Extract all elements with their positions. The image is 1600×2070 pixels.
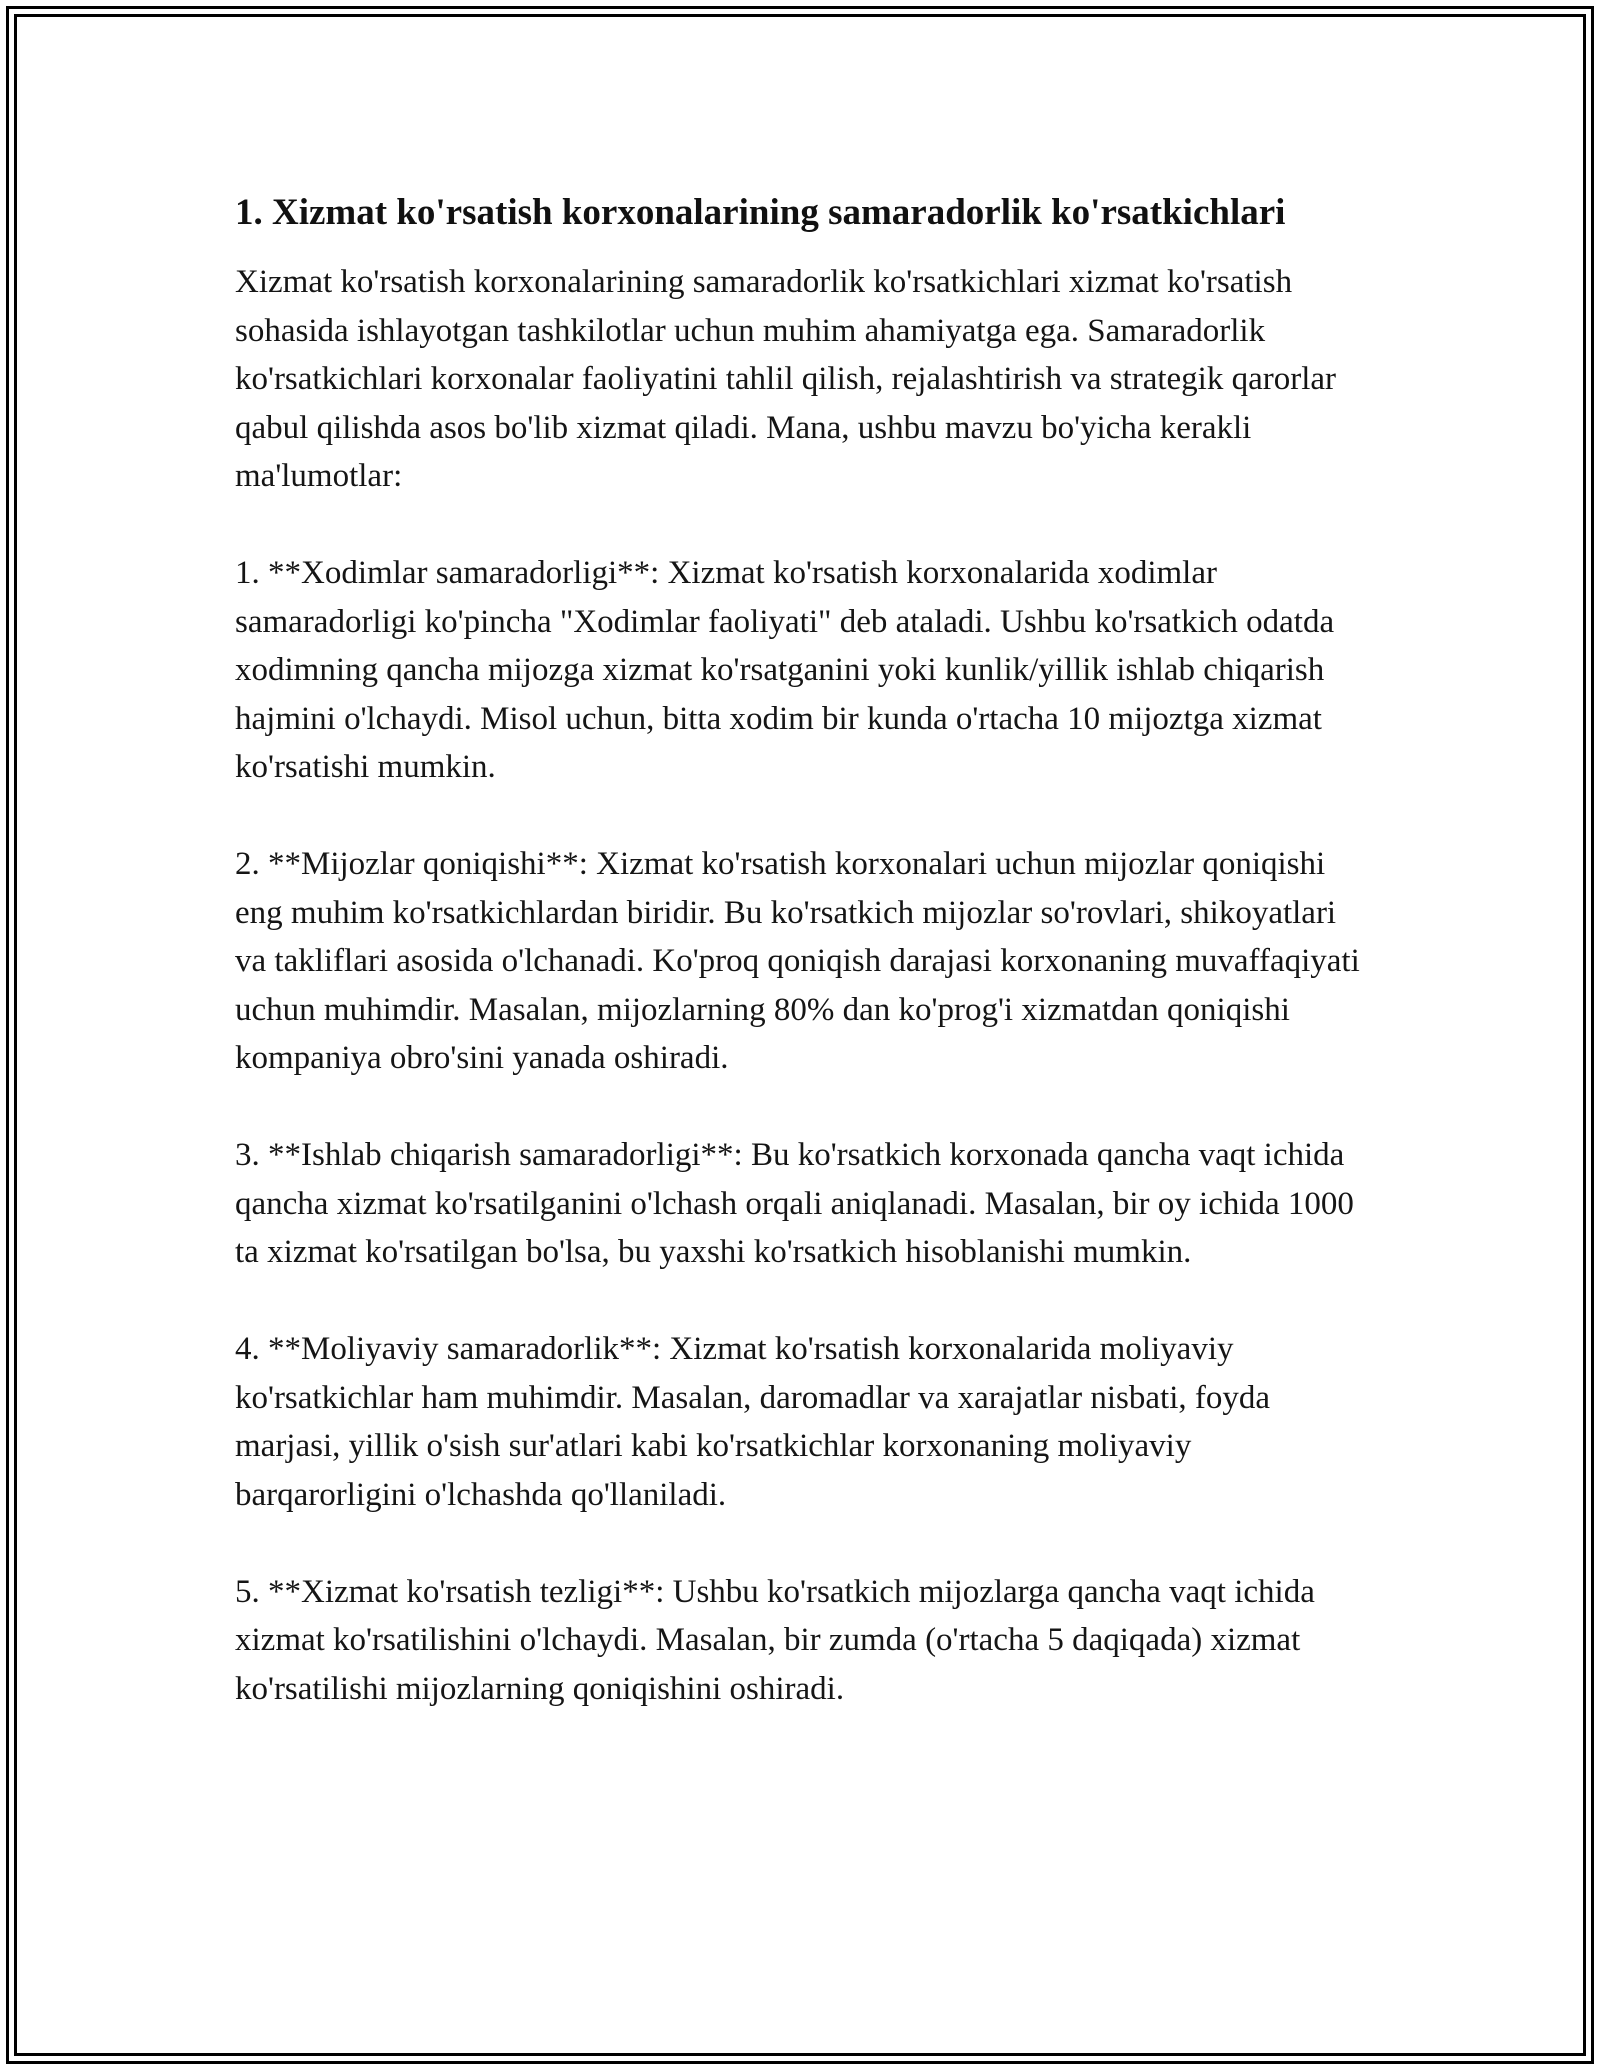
list-item-5: 5. **Xizmat ko'rsatish tezligi**: Ushbu ko'rsatkich mijozlarga qancha vaqt ichida xizmat ko'rsatilishini o'lchaydi. Masalan, bir zumda (o'rtacha 5 daqiqada) xizmat ko'rsatilishi mijozlarning qoniqishini oshiradi. (235, 1573, 1315, 1707)
list-item-3: 3. **Ishlab chiqarish samaradorligi**: Bu ko'rsatkich korxonada qancha vaqt ichida qancha xizmat ko'rsatilganini o'lchash orqali aniqlanadi. Masalan, bir oy ichida 1000 ta xizmat ko'rsatilgan bo'lsa, bu yaxshi ko'rsatkich hisoblanishi mumkin. (235, 1137, 1354, 1270)
list-item-4: 4. **Moliyaviy samaradorlik**: Xizmat ko'rsatish korxonalarida moliyaviy ko'rsatkichlar ham muhimdir. Masalan, daromadlar va xarajatlar nisbati, foyda marjasi, yillik o'sish sur'atlari kabi ko'rsatkichlar korxonaning moliyaviy barqarorligini o'lchashda qo'llaniladi. (235, 1331, 1271, 1513)
intro-paragraph: Xizmat ko'rsatish korxonalarining samaradorlik ko'rsatkichlari xizmat ko'rsatish sohasida ishlayotgan tashkilotlar uchun muhim ahamiyatga ega. Samaradorlik ko'rsatkichlari korxonalar faoliyatini tahlil qilish, rejalashtirish va strategik qarorlar qabul qilishda asos bo'lib xizmat qiladi. Mana, ushbu mavzu bo'yicha kerakli ma'lumotlar: (235, 264, 1337, 494)
list-item-2: 2. **Mijozlar qoniqishi**: Xizmat ko'rsatish korxonalari uchun mijozlar qoniqishi eng muhim ko'rsatkichlardan biridir. Bu ko'rsatkich mijozlar so'rovlari, shikoyatlari va takliflari asosida o'lchanadi. Ko'proq qoniqish darajasi korxonaning muvaffaqiyati uchun muhimdir. Masalan, mijozlarning 80% dan ko'prog'i xizmatdan qoniqishi kompaniya obro'sini yanada oshiradi. (235, 846, 1360, 1076)
document-body (235, 185, 1375, 1713)
document-title: 1. Xizmat ko'rsatish korxonalarining samaradorlik ko'rsatkichlari (235, 192, 1286, 233)
list-item-1: 1. **Xodimlar samaradorligi**: Xizmat ko'rsatish korxonalarida xodimlar samaradorligi ko'pincha "Xodimlar faoliyati" deb ataladi. Ushbu ko'rsatkich odatda xodimning qancha mijozga xizmat ko'rsatganini yoki kunlik/yillik ishlab chiqarish hajmini o'lchaydi. Misol uchun, bitta xodim bir kunda o'rtacha 10 mijoztga xizmat ko'rsatishi mumkin. (235, 555, 1335, 785)
